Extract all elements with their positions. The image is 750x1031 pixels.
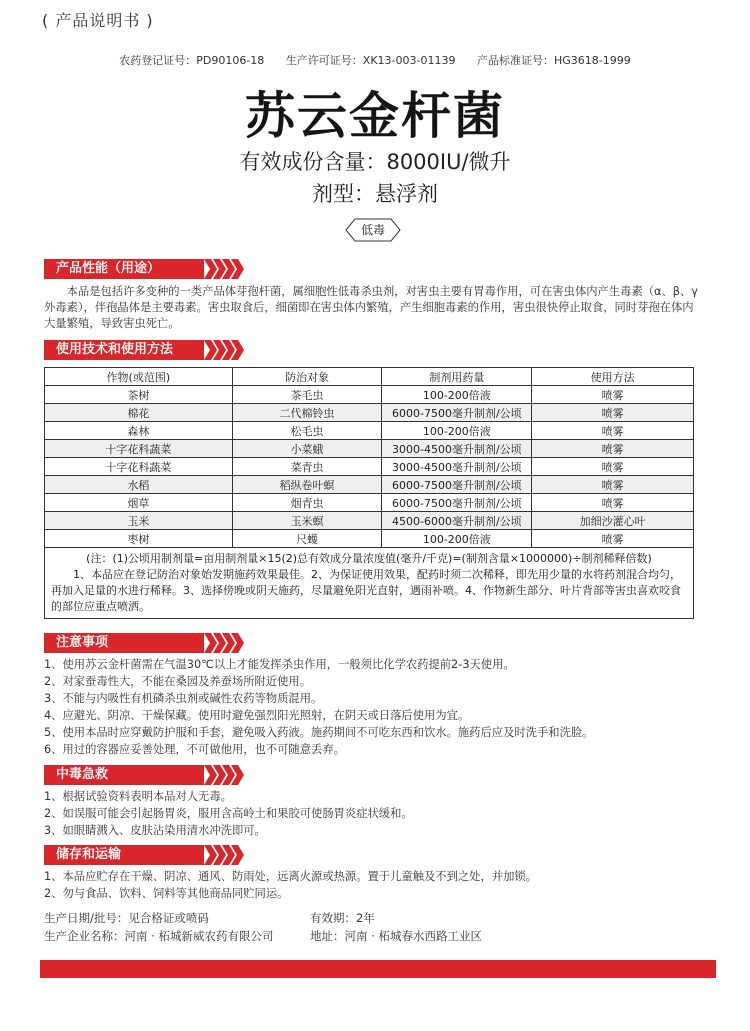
cell-method: 喷雾 [532, 422, 694, 440]
storage-transport-list [44, 868, 704, 902]
cell-crop: 森林 [45, 422, 233, 440]
cell-target-pest: 玉米螟 [232, 512, 382, 530]
cell-target-pest: 小菜蛾 [232, 440, 382, 458]
cell-dosage: 3000-4500毫升制剂/公顷 [382, 440, 532, 458]
note-instructions: 1、本品应在登记防治对象始发期施药效果最佳。2、为保证使用效果，配药时须二次稀释，即先用少量的水将药剂混合均匀，再加入足量的水进行稀释。3、选择傍晚或阴天施药，尽量避免阳光直射，遇雨补喷。4、作物新生部分、叶片背部等害虫喜欢咬食的部位应重点喷洒。 [51, 568, 681, 613]
cell-dosage: 6000-7500毫升制剂/公顷 [382, 494, 532, 512]
list-item: 1、使用苏云金杆菌需在气温30℃以上才能发挥杀虫作用，一般须比化学农药提前2-3天使用。 [44, 658, 515, 671]
cell-method: 加细沙灌心叶 [532, 512, 694, 530]
document-type: ( 产品说明书 ) [42, 11, 154, 30]
table-row [45, 530, 694, 548]
chevron-decoration-icon [204, 845, 244, 865]
table-header-row [45, 368, 694, 386]
chevron-decoration-icon [204, 259, 244, 279]
cell-target-pest: 二代棉铃虫 [232, 404, 382, 422]
chevron-decoration-icon [204, 633, 244, 653]
list-item: 3、如眼睛溅入、皮肤沾染用清水冲洗即可。 [44, 824, 266, 837]
formulation: 剂型：悬浮剂 [312, 182, 438, 206]
cell-method: 喷雾 [532, 458, 694, 476]
cell-target-pest: 菜青虫 [232, 458, 382, 476]
cell-dosage: 100-200倍液 [382, 386, 532, 404]
table-note-row [45, 548, 694, 619]
chevron-decoration-icon [204, 765, 244, 785]
cell-target-pest: 松毛虫 [232, 422, 382, 440]
section-heading-label: 产品性能（用途） [44, 259, 204, 279]
cell-method: 喷雾 [532, 440, 694, 458]
section-heading-label: 中毒急救 [44, 765, 204, 785]
section-heading-label: 使用技术和使用方法 [44, 340, 204, 360]
column-header-target-pest: 防治对象 [232, 368, 382, 386]
chevron-decoration-icon [204, 340, 244, 360]
cell-target-pest: 烟青虫 [232, 494, 382, 512]
list-item: 5、使用本品时应穿戴防护服和手套，避免吸入药液。施药期间不可吃东西和饮水。施药后应及时洗手和洗脸。 [44, 726, 594, 739]
list-item: 6、用过的容器应妥善处理，不可做他用，也不可随意丢弃。 [44, 743, 345, 756]
list-item: 2、对家蚕毒性大，不能在桑园及养蚕场所附近使用。 [44, 675, 312, 688]
product-title: 苏云金杆菌 [245, 86, 505, 145]
table-row [45, 404, 694, 422]
pesticide-registration-number: 农药登记证号：PD90106-18 [119, 54, 265, 67]
production-permit-number: 生产许可证号：XK13-003-01139 [285, 54, 456, 67]
usage-table [44, 367, 694, 619]
manufacturer-name: 生产企业名称：河南 · 柘城新威农药有限公司 [44, 929, 274, 943]
section-heading-label: 注意事项 [44, 633, 204, 653]
cell-dosage: 3000-4500毫升制剂/公顷 [382, 458, 532, 476]
section-heading-label: 储存和运输 [44, 845, 204, 865]
cell-crop: 棉花 [45, 404, 233, 422]
production-date: 生产日期/批号：见合格证或喷码 [44, 911, 209, 925]
table-row [45, 458, 694, 476]
toxicity-badge [345, 218, 401, 242]
toxicity-label: 低毒 [360, 223, 385, 237]
table-row [45, 476, 694, 494]
cell-target-pest: 尺蠖 [232, 530, 382, 548]
table-row [45, 512, 694, 530]
cell-crop: 枣树 [45, 530, 233, 548]
note-formula: (注：(1)公顷用制剂量=亩用制剂量×15(2)总有效成分量浓度值(毫升/千克)=(制剂含量×1000000)÷制剂稀释倍数) [86, 552, 652, 565]
usage-table-body [45, 386, 694, 548]
cell-method: 喷雾 [532, 404, 694, 422]
column-header-method: 使用方法 [532, 368, 694, 386]
cell-dosage: 100-200倍液 [382, 530, 532, 548]
cell-crop: 十字花科蔬菜 [45, 440, 233, 458]
cell-dosage: 100-200倍液 [382, 422, 532, 440]
cell-dosage: 4500-6000毫升制剂/公顷 [382, 512, 532, 530]
column-header-crop: 作物(或范围) [45, 368, 233, 386]
table-note [45, 548, 694, 619]
list-item: 1、根据试验资料表明本品对人无毒。 [44, 790, 232, 803]
list-item: 2、如误服可能会引起肠胃炎，服用含高岭土和果胶可使肠胃炎症状缓和。 [44, 807, 413, 820]
list-item: 4、应避光、阴凉、干燥保藏。使用时避免强烈阳光照射，在阴天或日落后使用为宜。 [44, 709, 470, 722]
performance-description: 本品是包括许多变种的一类产品体芽孢杆菌，属细胞性低毒杀虫剂，对害虫主要有胃毒作用，可在害虫体内产生毒素（α、β、γ外毒素），伴孢晶体是主要毒素。害虫取食后，细菌即在害虫体内繁殖，产生细胞毒素的作用，害虫很快停止取食，同时芽孢在体内大量繁殖，导致害虫死亡。 [44, 285, 698, 330]
precautions-list [44, 656, 704, 758]
list-item: 2、勿与食品、饮料、饲料等其他商品同贮同运。 [44, 887, 289, 900]
cell-method: 喷雾 [532, 476, 694, 494]
cell-crop: 茶树 [45, 386, 233, 404]
active-content: 有效成份含量：8000IU/微升 [239, 150, 511, 174]
table-row [45, 494, 694, 512]
cell-crop: 玉米 [45, 512, 233, 530]
list-item: 1、本品应贮存在干燥、阴凉、通风、防雨处，远离火源或热源。置于儿童触及不到之处，并加锁。 [44, 870, 537, 883]
table-row [45, 386, 694, 404]
table-row [45, 422, 694, 440]
list-item: 3、不能与内吸性有机磷杀虫剂或碱性农药等物质混用。 [44, 692, 323, 705]
cell-dosage: 6000-7500毫升制剂/公顷 [382, 476, 532, 494]
bottom-red-band [40, 960, 716, 978]
cell-method: 喷雾 [532, 494, 694, 512]
cell-crop: 十字花科蔬菜 [45, 458, 233, 476]
product-standard-number: 产品标准证号：HG3618-1999 [476, 54, 631, 67]
validity-period: 有效期：2年 [310, 911, 375, 925]
manufacturer-address: 地址：河南 · 柘城春水西路工业区 [310, 929, 482, 943]
cell-crop: 水稻 [45, 476, 233, 494]
table-row [45, 440, 694, 458]
registration-line [0, 52, 750, 68]
cell-method: 喷雾 [532, 530, 694, 548]
column-header-dosage: 制剂用药量 [382, 368, 532, 386]
cell-target-pest: 茶毛虫 [232, 386, 382, 404]
cell-target-pest: 稻纵卷叶螟 [232, 476, 382, 494]
poisoning-first-aid-list [44, 788, 704, 839]
cell-method: 喷雾 [532, 386, 694, 404]
cell-dosage: 6000-7500毫升制剂/公顷 [382, 404, 532, 422]
cell-crop: 烟草 [45, 494, 233, 512]
